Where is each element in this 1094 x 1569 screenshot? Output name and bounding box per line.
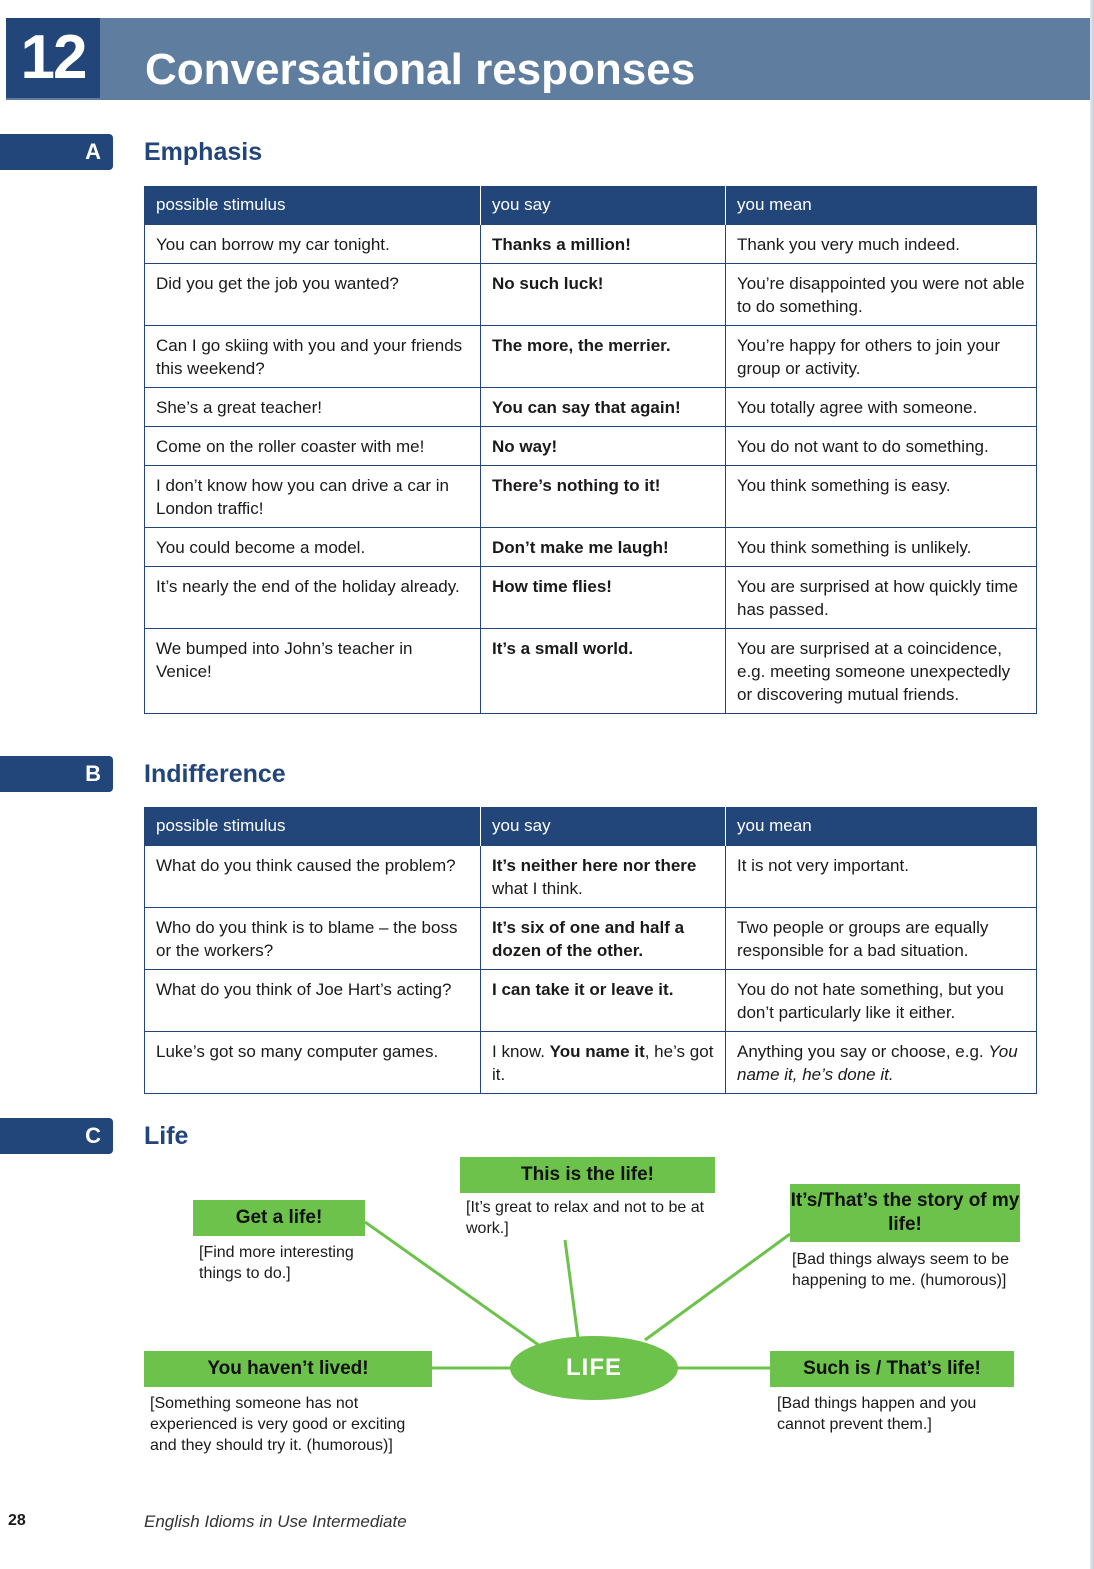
say-idiom: I can take it or leave it. — [492, 979, 674, 999]
table-row — [145, 907, 1037, 969]
say-cell — [481, 845, 726, 907]
table-row — [145, 465, 1037, 527]
say-cell: No such luck! — [481, 263, 726, 325]
mean-cell: You’re happy for others to join your group or activity. — [726, 325, 1037, 387]
say-cell: There’s nothing to it! — [481, 465, 726, 527]
page-number: 28 — [8, 1512, 26, 1529]
say-idiom: It’s six of one and half a dozen of the other. — [492, 917, 685, 960]
section-b-title: Indifference — [144, 760, 286, 788]
mean-cell: You are surprised at a coincidence, e.g. meeting someone unexpectedly or discovering mutual friends. — [726, 628, 1037, 713]
say-rest: what I think. — [492, 878, 583, 898]
life-center-node: LIFE — [510, 1336, 678, 1400]
phrase-such-is-life: Such is / That’s life! — [770, 1351, 1014, 1387]
stimulus-cell: What do you think caused the problem? — [145, 845, 481, 907]
say-cell: Thanks a million! — [481, 224, 726, 263]
meaning-story-of-my-life: [Bad things always seem to be happening to me. (humorous)] — [792, 1251, 1010, 1289]
life-diagram — [0, 1150, 1094, 1470]
meaning-this-is-the-life: [It’s great to relax and not to be at work.] — [466, 1199, 705, 1237]
stimulus-cell: I don’t know how you can drive a car in London traffic! — [145, 465, 481, 527]
say-cell: The more, the merrier. — [481, 325, 726, 387]
say-cell: Don’t make me laugh! — [481, 527, 726, 566]
unit-title: Conversational responses — [145, 45, 696, 94]
header-you-say: you say — [481, 186, 726, 224]
header-you-say: you say — [481, 807, 726, 845]
header-stimulus: possible stimulus — [145, 186, 481, 224]
say-cell: How time flies! — [481, 566, 726, 628]
stimulus-cell: What do you think of Joe Hart’s acting? — [145, 969, 481, 1031]
phrase-story-of-my-life: It’s/That’s the story of my life! — [790, 1184, 1020, 1242]
section-c-title: Life — [144, 1122, 189, 1150]
phrase-you-havent-lived: You haven’t lived! — [144, 1351, 432, 1387]
mean-cell: You do not hate something, but you don’t particularly like it either. — [726, 969, 1037, 1031]
table-row — [145, 224, 1037, 263]
mean-cell: It is not very important. — [726, 845, 1037, 907]
stimulus-cell: Come on the roller coaster with me! — [145, 426, 481, 465]
stimulus-cell: It’s nearly the end of the holiday already. — [145, 566, 481, 628]
mean-example: You name it, he’s done it. — [737, 1041, 1018, 1084]
table-row — [145, 325, 1037, 387]
meaning-you-havent-lived: [Something someone has not experienced is very good or exciting and they should try it. (humorous)] — [150, 1395, 406, 1454]
phrase-this-is-the-life: This is the life! — [460, 1157, 715, 1193]
header-you-mean: you mean — [726, 807, 1037, 845]
say-cell — [481, 969, 726, 1031]
table-row — [145, 527, 1037, 566]
connector-get-a-life — [365, 1222, 540, 1346]
say-pre: I know. — [492, 1041, 550, 1061]
book-title: English Idioms in Use Intermediate — [144, 1512, 407, 1531]
table-row — [145, 628, 1037, 713]
mean-plain: Anything you say or choose, e.g. — [737, 1041, 989, 1061]
say-cell — [481, 1031, 726, 1093]
mean-cell: Two people or groups are equally responsible for a bad situation. — [726, 907, 1037, 969]
say-idiom: You name it — [549, 1041, 645, 1061]
say-cell — [481, 907, 726, 969]
section-c-tab: C — [0, 1118, 113, 1154]
table-row — [145, 566, 1037, 628]
say-idiom: It’s neither here nor there — [492, 855, 697, 875]
section-a-title: Emphasis — [144, 138, 263, 166]
mean-cell: You think something is unlikely. — [726, 527, 1037, 566]
mean-cell: You’re disappointed you were not able to do something. — [726, 263, 1037, 325]
phrase-get-a-life: Get a life! — [193, 1200, 365, 1236]
mean-cell: You totally agree with someone. — [726, 387, 1037, 426]
mean-cell: Thank you very much indeed. — [726, 224, 1037, 263]
meaning-get-a-life: [Find more interesting things to do.] — [199, 1244, 354, 1282]
say-cell: It’s a small world. — [481, 628, 726, 713]
stimulus-cell: You could become a model. — [145, 527, 481, 566]
stimulus-cell: You can borrow my car tonight. — [145, 224, 481, 263]
stimulus-cell: She’s a great teacher! — [145, 387, 481, 426]
mean-cell: You are surprised at how quickly time has passed. — [726, 566, 1037, 628]
say-rest: , he’s got it. — [492, 1041, 714, 1084]
say-cell: You can say that again! — [481, 387, 726, 426]
emphasis-table — [144, 186, 1037, 714]
connector-this-is-the-life — [565, 1240, 578, 1338]
header-stimulus: possible stimulus — [145, 807, 481, 845]
say-cell: No way! — [481, 426, 726, 465]
indifference-table — [144, 807, 1037, 1094]
table-row — [145, 1031, 1037, 1093]
stimulus-cell: We bumped into John’s teacher in Venice! — [145, 628, 481, 713]
table-row — [145, 387, 1037, 426]
mean-cell: You do not want to do something. — [726, 426, 1037, 465]
section-a-tab: A — [0, 134, 113, 170]
meaning-such-is-life: [Bad things happen and you cannot prevent them.] — [777, 1395, 977, 1433]
mean-cell: You think something is easy. — [726, 465, 1037, 527]
table-row — [145, 263, 1037, 325]
table-row — [145, 845, 1037, 907]
table-row — [145, 426, 1037, 465]
stimulus-cell: Can I go skiing with you and your friends this weekend? — [145, 325, 481, 387]
table-row — [145, 969, 1037, 1031]
section-b-tab: B — [0, 756, 113, 792]
stimulus-cell: Did you get the job you wanted? — [145, 263, 481, 325]
mean-cell — [726, 1031, 1037, 1093]
stimulus-cell: Who do you think is to blame – the boss or the workers? — [145, 907, 481, 969]
unit-number: 12 — [6, 18, 100, 98]
stimulus-cell: Luke’s got so many computer games. — [145, 1031, 481, 1093]
header-you-mean: you mean — [726, 186, 1037, 224]
connector-story-of-my-life — [645, 1234, 790, 1340]
